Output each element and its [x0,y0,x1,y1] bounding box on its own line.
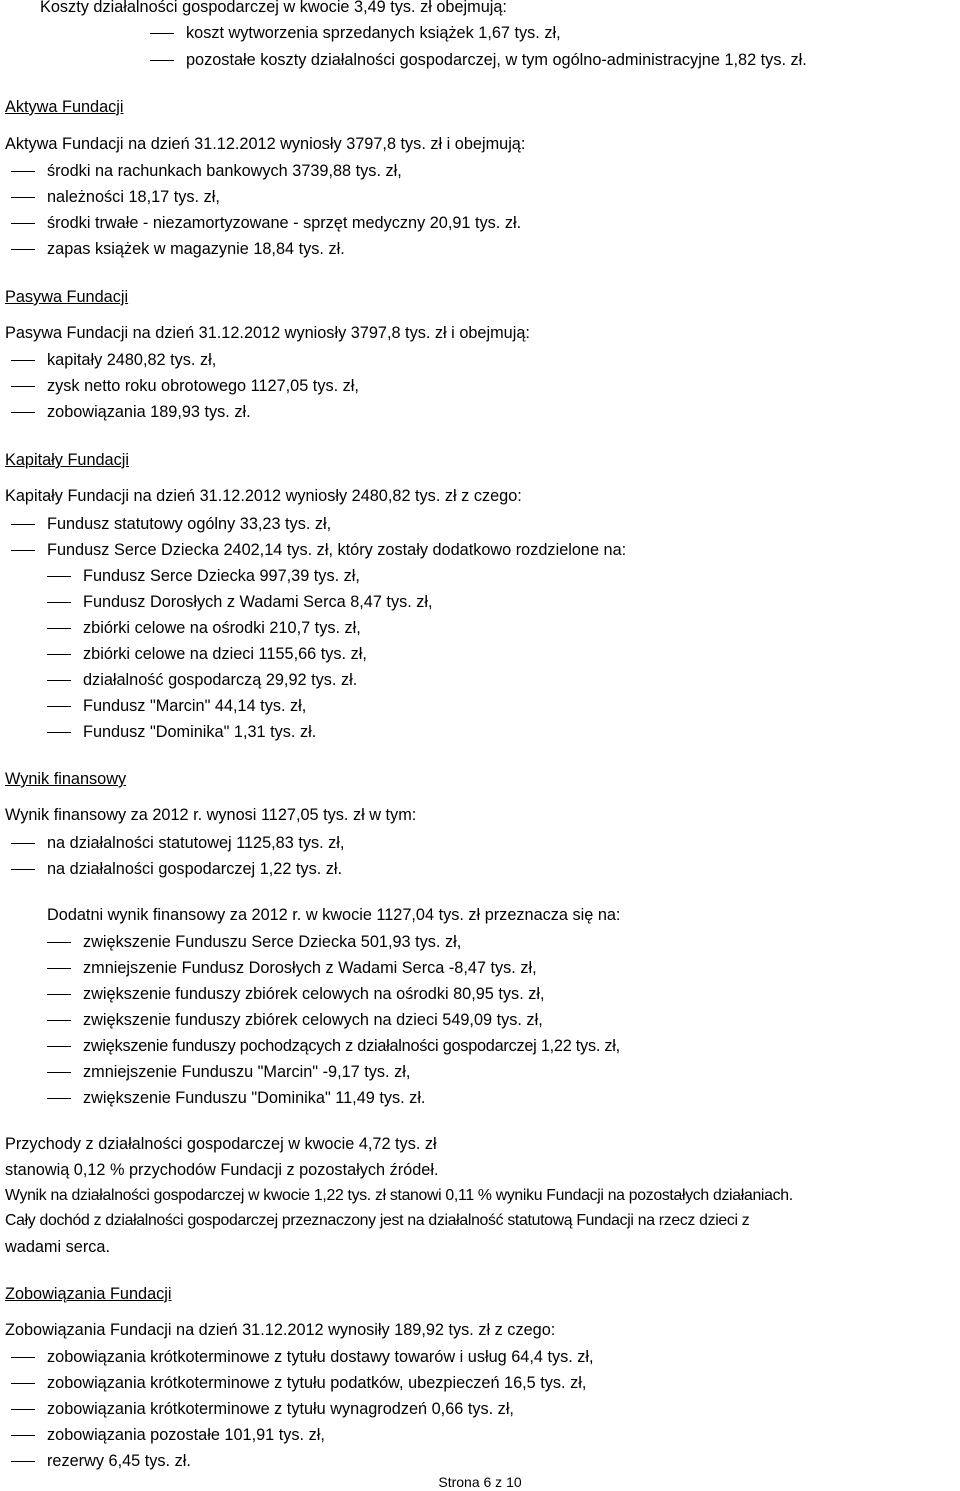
list-item: koszt wytworzenia sprzedanych książek 1,67 tys. zł, [186,24,561,42]
sublist-item: działalność gospodarczą 29,92 tys. zł. [83,671,358,689]
list-item: zobowiązania pozostałe 101,91 tys. zł, [47,1426,325,1444]
list-item: zobowiązania 189,93 tys. zł. [47,403,251,421]
list-dash [11,412,35,413]
list-item: zwiększenie Funduszu Serce Dziecka 501,93 tys. zł, [83,933,462,951]
sublist-item: Fundusz "Dominika" 1,31 tys. zł. [83,723,317,741]
list-item: środki na rachunkach bankowych 3739,88 tys. zł, [47,162,402,180]
list-dash [11,386,35,387]
list-dash [47,602,71,603]
paragraph-line: Cały dochód z działalności gospodarczej przeznaczony jest na działalność statutową Fundacji na rzecz dzieci z [5,1212,750,1229]
sublist-item: Fundusz "Marcin" 44,14 tys. zł, [83,697,307,715]
list-dash [47,706,71,707]
list-item: zysk netto roku obrotowego 1127,05 tys. zł, [47,377,359,395]
list-item: zwiększenie funduszy zbiórek celowych na ośrodki 80,95 tys. zł, [83,985,545,1003]
zobowiazania-intro: Zobowiązania Fundacji na dzień 31.12.2012 wynosiły 189,92 tys. zł z czego: [5,1321,556,1339]
wynik-intro: Wynik finansowy za 2012 r. wynosi 1127,05 tys. zł w tym: [5,806,417,824]
list-dash [11,1461,35,1462]
list-dash [47,576,71,577]
list-item: należności 18,17 tys. zł, [47,188,220,206]
list-dash [150,60,174,61]
list-dash [47,968,71,969]
kapitaly-intro: Kapitały Fundacji na dzień 31.12.2012 wyniosły 2480,82 tys. zł z czego: [5,487,522,505]
list-item: zmniejszenie Funduszu "Marcin" -9,17 tys. zł, [83,1063,411,1081]
list-dash [11,171,35,172]
list-dash [11,249,35,250]
list-item: zwiększenie Funduszu "Dominika" 11,49 tys. zł. [83,1089,426,1107]
list-dash [47,628,71,629]
paragraph-line: wadami serca. [5,1238,110,1256]
list-dash [150,33,174,34]
list-dash [11,869,35,870]
list-dash [47,994,71,995]
list-item: kapitały 2480,82 tys. zł, [47,351,217,369]
costs-intro: Koszty działalności gospodarczej w kwocie 3,49 tys. zł obejmują: [40,0,507,16]
paragraph-line: stanowią 0,12 % przychodów Fundacji z pozostałych źródeł. [5,1161,439,1179]
list-item: zobowiązania krótkoterminowe z tytułu dostawy towarów i usług 64,4 tys. zł, [47,1348,594,1366]
section-heading-pasywa: Pasywa Fundacji [5,288,129,306]
list-dash [47,654,71,655]
list-item: rezerwy 6,45 tys. zł. [47,1452,191,1470]
sublist-item: Fundusz Serce Dziecka 997,39 tys. zł, [83,567,360,585]
list-dash [47,680,71,681]
page-number: Strona 6 z 10 [438,1474,522,1490]
list-dash [11,843,35,844]
list-dash [47,1072,71,1073]
list-item: Fundusz Serce Dziecka 2402,14 tys. zł, który zostały dodatkowo rozdzielone na: [47,541,627,559]
dodatni-intro: Dodatni wynik finansowy za 2012 r. w kwocie 1127,04 tys. zł przeznacza się na: [47,906,621,924]
aktywa-intro: Aktywa Fundacji na dzień 31.12.2012 wyniosły 3797,8 tys. zł i obejmują: [5,135,526,153]
list-dash [11,1383,35,1384]
paragraph-line: Przychody z działalności gospodarczej w kwocie 4,72 tys. zł [5,1135,437,1153]
section-heading-kapitaly: Kapitały Fundacji [5,451,129,469]
list-dash [11,1435,35,1436]
list-dash [47,1046,71,1047]
list-dash [11,1409,35,1410]
section-heading-aktywa: Aktywa Fundacji [5,98,124,116]
list-item: pozostałe koszty działalności gospodarczej, w tym ogólno-administracyjne 1,82 tys. zł. [186,51,807,69]
list-item: zobowiązania krótkoterminowe z tytułu wynagrodzeń 0,66 tys. zł, [47,1400,514,1418]
list-item: zwiększenie funduszy zbiórek celowych na dzieci 549,09 tys. zł, [83,1011,543,1029]
list-dash [47,942,71,943]
section-heading-zobowiazania: Zobowiązania Fundacji [5,1285,172,1303]
list-item: Fundusz statutowy ogólny 33,23 tys. zł, [47,515,332,533]
list-item: zobowiązania krótkoterminowe z tytułu podatków, ubezpieczeń 16,5 tys. zł, [47,1374,587,1392]
sublist-item: Fundusz Dorosłych z Wadami Serca 8,47 tys. zł, [83,593,433,611]
list-item: zwiększenie funduszy pochodzących z działalności gospodarczej 1,22 tys. zł, [83,1037,620,1055]
section-heading-wynik: Wynik finansowy [5,770,127,788]
sublist-item: zbiórki celowe na ośrodki 210,7 tys. zł, [83,619,361,637]
paragraph-line: Wynik na działalności gospodarczej w kwocie 1,22 tys. zł stanowi 0,11 % wyniku Fundacji na pozostałych działaniach. [5,1187,793,1204]
list-item: zapas książek w magazynie 18,84 tys. zł. [47,240,345,258]
sublist-item: zbiórki celowe na dzieci 1155,66 tys. zł, [83,645,367,663]
list-dash [11,223,35,224]
list-item: środki trwałe - niezamortyzowane - sprzęt medyczny 20,91 tys. zł. [47,214,522,232]
list-dash [47,732,71,733]
list-dash [47,1020,71,1021]
list-dash [47,1098,71,1099]
pasywa-intro: Pasywa Fundacji na dzień 31.12.2012 wyniosły 3797,8 tys. zł i obejmują: [5,324,530,342]
list-item: na działalności statutowej 1125,83 tys. zł, [47,834,345,852]
list-item: zmniejszenie Fundusz Dorosłych z Wadami Serca -8,47 tys. zł, [83,959,537,977]
list-dash [11,550,35,551]
list-item: na działalności gospodarczej 1,22 tys. zł. [47,860,343,878]
list-dash [11,360,35,361]
list-dash [11,1357,35,1358]
list-dash [11,524,35,525]
list-dash [11,197,35,198]
